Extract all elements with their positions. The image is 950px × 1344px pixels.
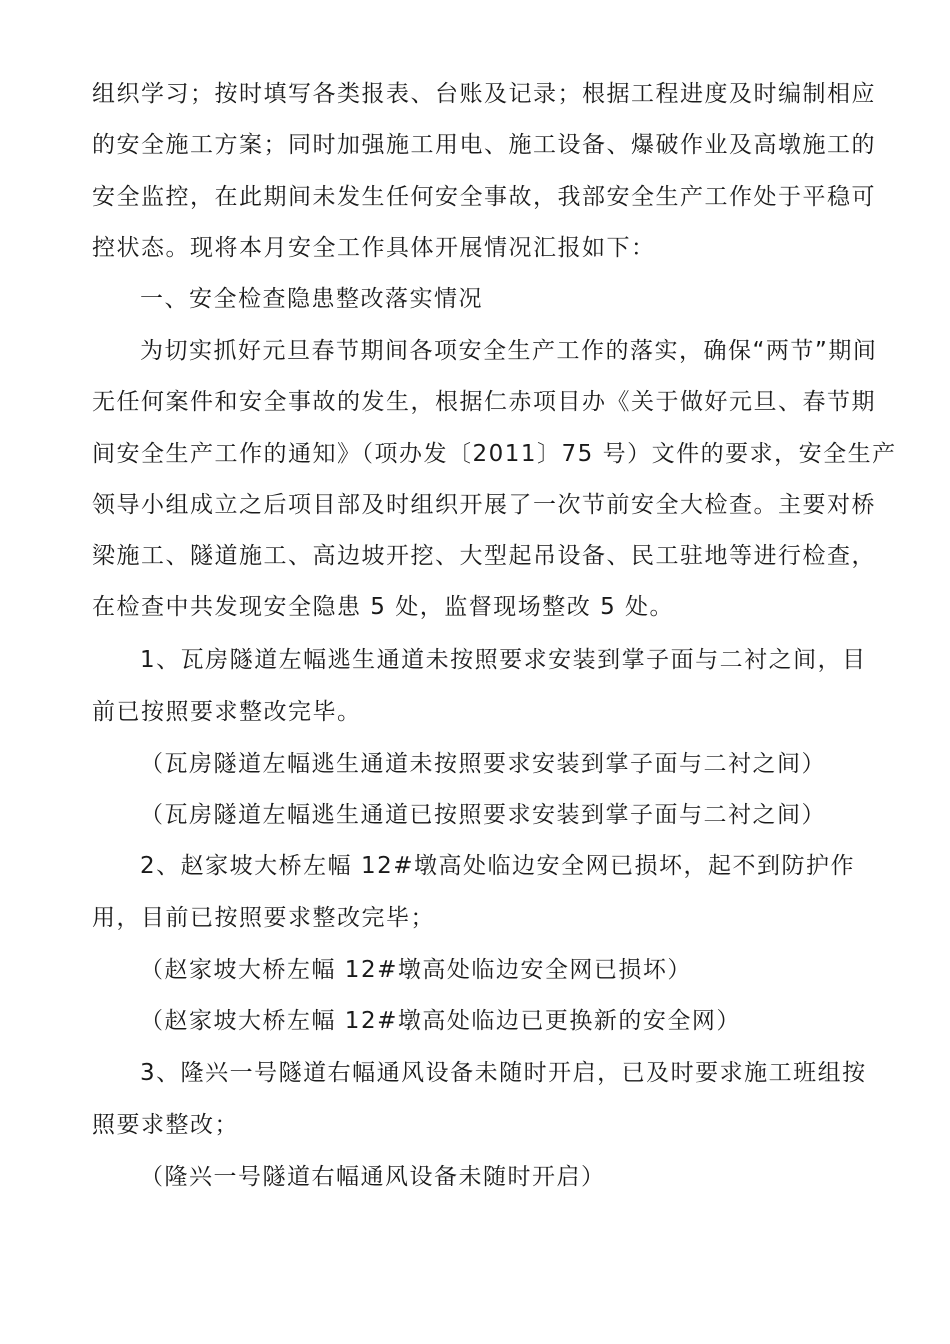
photo-caption: （赵家坡大桥左幅 12#墩高处临边已更换新的安全网） — [140, 1008, 741, 1034]
paragraph-line: 无任何案件和安全事故的发生，根据仁赤项目办《关于做好元旦、春节期 — [92, 389, 876, 415]
paragraph-line: 控状态。现将本月安全工作具体开展情况汇报如下： — [92, 235, 656, 261]
paragraph-line: 梁施工、隧道施工、高边坡开挖、大型起吊设备、民工驻地等进行检查， — [92, 543, 876, 569]
list-item-line: 2、赵家坡大桥左幅 12#墩高处临边安全网已损坏，起不到防护作 — [140, 853, 855, 879]
paragraph-line: 领导小组成立之后项目部及时组织开展了一次节前安全大检查。主要对桥 — [92, 492, 876, 518]
list-item-line: 照要求整改； — [92, 1112, 239, 1138]
photo-caption: （赵家坡大桥左幅 12#墩高处临边安全网已损坏） — [140, 957, 692, 983]
list-item-line: 前已按照要求整改完毕。 — [92, 699, 362, 725]
paragraph-line: 安全监控，在此期间未发生任何安全事故，我部安全生产工作处于平稳可 — [92, 184, 876, 210]
section-heading: 一、安全检查隐患整改落实情况 — [140, 286, 483, 312]
paragraph-line: 间安全生产工作的通知》（项办发〔2011〕75 号）文件的要求，安全生产 — [92, 441, 897, 467]
list-item-line: 用，目前已按照要求整改完毕； — [92, 905, 435, 931]
paragraph-line: 的安全施工方案；同时加强施工用电、施工设备、爆破作业及高墩施工的 — [92, 132, 876, 158]
photo-caption: （瓦房隧道左幅逃生通道已按照要求安装到掌子面与二衬之间） — [140, 802, 826, 828]
photo-caption: （隆兴一号隧道右幅通风设备未随时开启） — [140, 1164, 606, 1190]
list-item-line: 3、隆兴一号隧道右幅通风设备未随时开启，已及时要求施工班组按 — [140, 1060, 867, 1086]
paragraph-line: 组织学习；按时填写各类报表、台账及记录；根据工程进度及时编制相应 — [92, 81, 876, 107]
photo-caption: （瓦房隧道左幅逃生通道未按照要求安装到掌子面与二衬之间） — [140, 751, 826, 777]
list-item-line: 1、瓦房隧道左幅逃生通道未按照要求安装到掌子面与二衬之间，目 — [140, 647, 867, 673]
paragraph-line: 在检查中共发现安全隐患 5 处，监督现场整改 5 处。 — [92, 594, 675, 620]
paragraph-line: 为切实抓好元旦春节期间各项安全生产工作的落实，确保“两节”期间 — [140, 338, 878, 364]
